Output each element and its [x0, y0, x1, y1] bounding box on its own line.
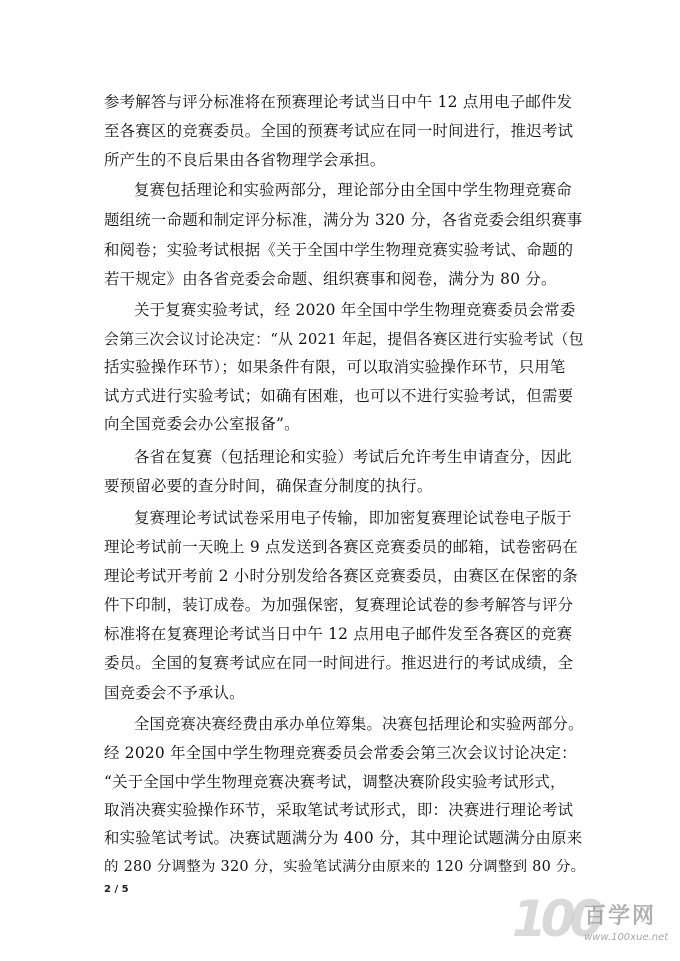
- text-line: 和阅卷；实验考试根据《关于全国中学生物理竞赛实验考试、命题的: [104, 241, 574, 259]
- watermark-url: www.100xue.net: [584, 932, 669, 943]
- text-line: 会第三次会议讨论决定：“从 2021 年起，提倡各赛区进行实验考试（包: [104, 330, 584, 348]
- text-line: 委员。全国的复赛考试应在同一时间进行。推迟进行的考试成绩，全: [104, 654, 574, 672]
- text-line: 理论考试开考前 2 小时分别发给各赛区竞赛委员，由赛区在保密的条: [104, 567, 578, 585]
- text-line: 复赛包括理论和实验两部分，理论部分由全国中学生物理竞赛命: [134, 181, 572, 199]
- watermark-digits: 100: [512, 890, 599, 948]
- watermark-logo: [512, 890, 674, 952]
- text-line: 的 280 分调整为 320 分，实验笔试满分由原来的 120 分调整到 80 分。: [104, 859, 586, 875]
- page-number: 2 / 5: [104, 884, 129, 895]
- text-line: 和实验笔试考试。决赛试题满分为 400 分，其中理论试题满分由原来: [104, 829, 583, 847]
- text-line: 向全国竞委会办公室报备”。: [104, 415, 300, 433]
- text-line: 理论考试前一天晚上 9 点发送到各赛区竞赛委员的邮箱，试卷密码在: [104, 538, 578, 556]
- text-line: 参考解答与评分标准将在预赛理论考试当日中午 12 点用电子邮件发: [104, 93, 573, 111]
- text-line: 复赛理论考试试卷采用电子传输，即加密复赛理论试卷电子版于: [134, 509, 572, 527]
- text-line: 至各赛区的竞赛委员。全国的预赛考试应在同一时间进行，推迟考试: [104, 122, 574, 140]
- text-line: 若干规定》由各省竞委会命题、组织赛事和阅卷，满分为 80 分。: [104, 270, 557, 288]
- text-line: 括实验操作环节）；如果条件有限，可以取消实验操作环节，只用笔: [104, 358, 566, 376]
- text-line: “关于全国中学生物理竞赛决赛考试，调整决赛阶段实验考试形式，: [104, 773, 566, 791]
- text-line: 全国竞赛决赛经费由承办单位筹集。决赛包括理论和实验两部分。: [134, 715, 584, 733]
- watermark-site-name: 百学网: [584, 904, 657, 929]
- text-line: 试方式进行实验考试；如确有困难，也可以不进行实验考试，但需要: [104, 387, 574, 405]
- text-line: 取消决赛实验操作环节，采取笔试考试形式，即：决赛进行理论考试: [104, 801, 574, 819]
- text-line: 题组统一命题和制定评分标准，满分为 320 分，各省竞委会组织赛事: [104, 211, 583, 229]
- text-line: 国竞委会不予承认。: [104, 684, 245, 702]
- text-line: 标准将在复赛理论考试当日中午 12 点用电子邮件发至各赛区的竞赛: [104, 625, 573, 643]
- text-line: 要预留必要的查分时间，确保查分制度的执行。: [104, 477, 433, 495]
- text-line: 经 2020 年全国中学生物理竞赛委员会常委会第三次会议讨论决定：: [104, 744, 577, 762]
- text-line: 关于复赛实验考试，经 2020 年全国中学生物理竞赛委员会常委: [134, 301, 576, 319]
- text-line: 件下印制，装订成卷。为加强保密，复赛理论试卷的参考解答与评分: [104, 596, 574, 614]
- text-line: 所产生的不良后果由各省物理学会承担。: [104, 151, 386, 169]
- text-line: 各省在复赛（包括理论和实验）考试后允许考生申请查分，因此: [134, 448, 572, 466]
